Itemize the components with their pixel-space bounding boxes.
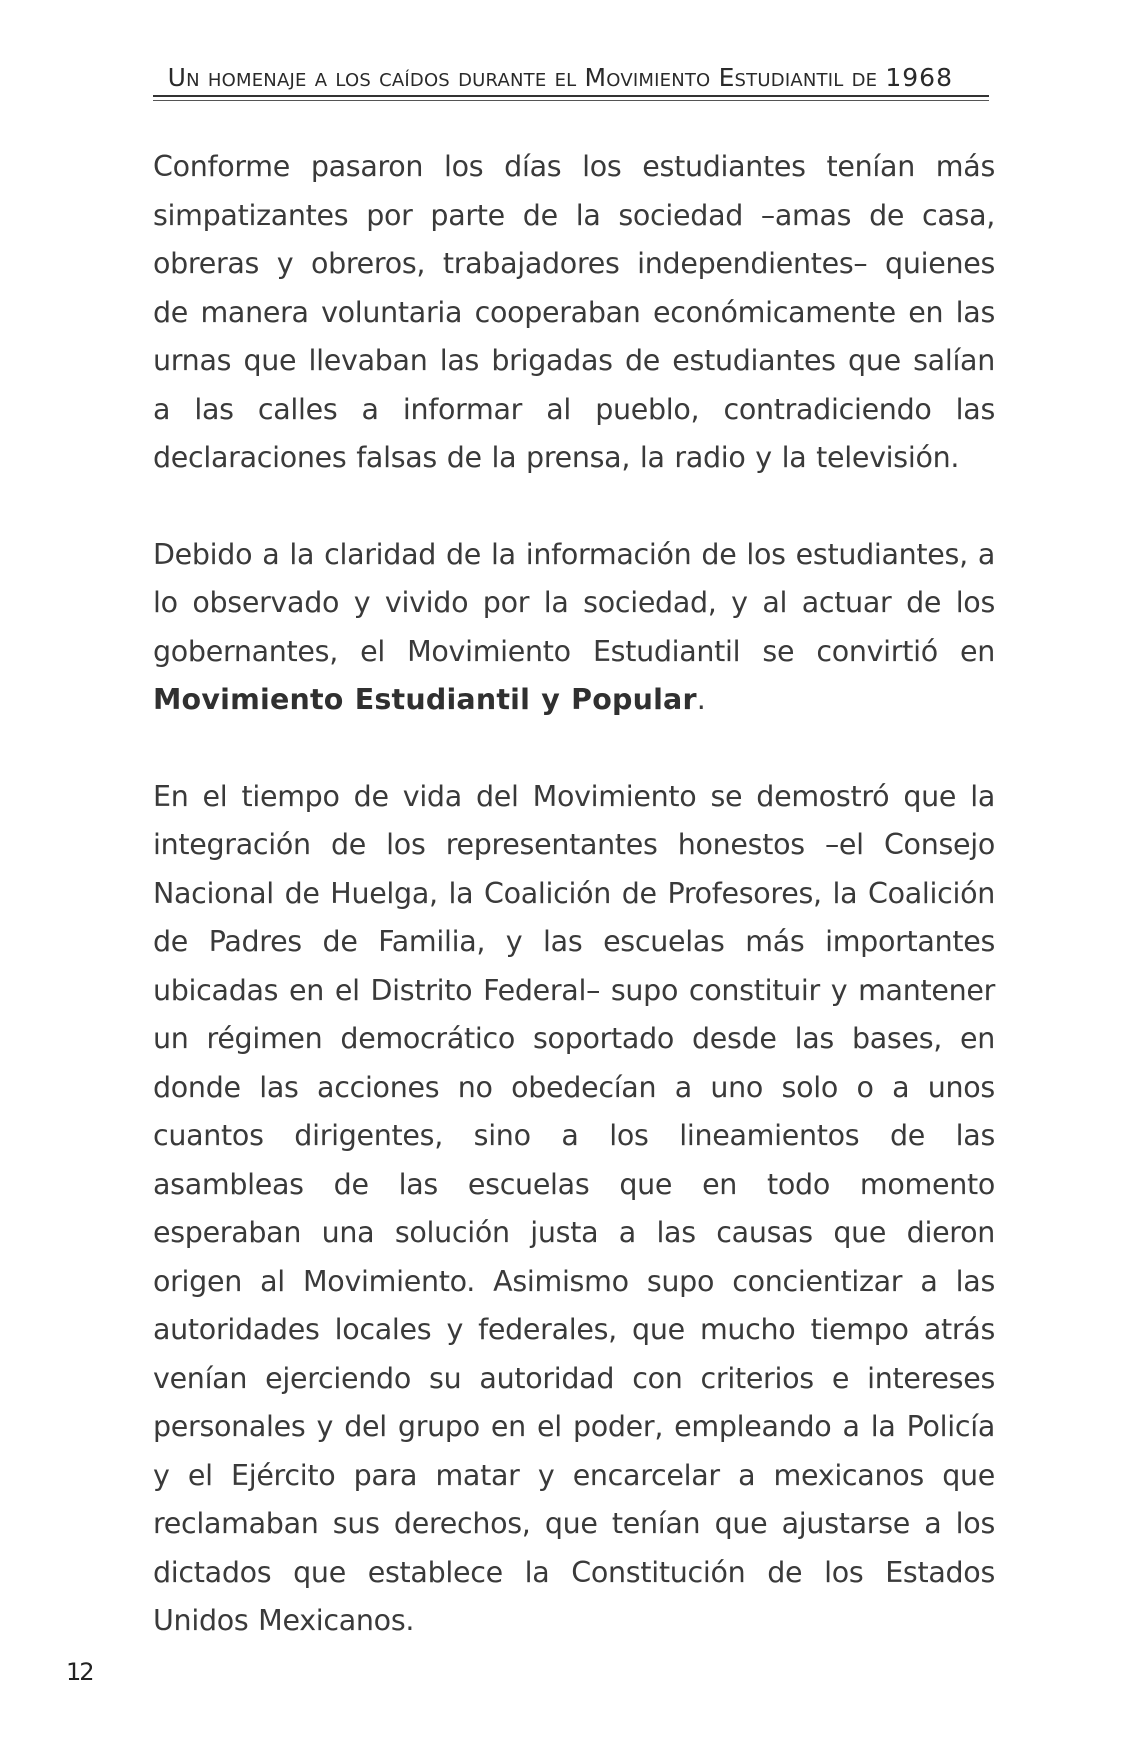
paragraph-3: En el tiempo de vida del Movimiento se demostró que la integración de los representantes honestos –el Consejo Nacional de Huelga, la Coalición de Profesores, la Coalición de Padres de Familia, y las escuelas más importantes ubicadas en el Distrito Federal– supo constituir y mantener un régimen democrático soportado desde las bases, en donde las acciones no obedecían a uno solo o a unos cuantos dirigentes, sino a los lineamientos de las asambleas de las escuelas que en todo momento esperaban una solución justa a las causas que dieron origen al Movimiento. Asimismo supo concientizar a las autoridades locales y federales, que mucho tiempo atrás venían ejerciendo su autoridad con criterios e intereses personales y del grupo en el poder, empleando a la Policía y el Ejército para matar y encarcelar a mexicanos que reclamaban sus derechos, que tenían que ajustarse a los dictados que establece la Constitución de los Estados Unidos Mexicanos. (153, 779, 995, 1637)
paragraph-1: Conforme pasaron los días los estudiantes tenían más simpatizantes por parte de la sociedad –amas de casa, obreras y obreros, trabajadores independientes– quienes de manera voluntaria cooperaban económicamente en las urnas que llevaban las brigadas de estudiantes que salían a las calles a informar al pueblo, contradiciendo las declaraciones falsas de la prensa, la radio y la televisión. (153, 150, 995, 474)
header-rule-thin (153, 100, 989, 101)
paragraph-2 (153, 531, 995, 725)
paragraph-2-lead: Debido a la claridad de la información de los estudiantes, a lo observado y vivido por la sociedad, y al actuar de los gobernantes, el Movimiento Estudiantil se convirtió en (153, 537, 995, 668)
running-header-year: 1968 (885, 63, 953, 92)
running-header-title (168, 63, 953, 92)
paragraph-2-tail: . (696, 683, 706, 716)
running-header (153, 58, 989, 94)
header-rule-thick (153, 95, 989, 97)
page-number: 12 (66, 1658, 93, 1686)
paragraph-2-bold: Movimiento Estudiantil y Popular (153, 683, 697, 716)
running-header-text: Un homenaje a los caídos durante el Movimiento Estudiantil de (167, 63, 878, 92)
body-text (153, 143, 995, 1694)
